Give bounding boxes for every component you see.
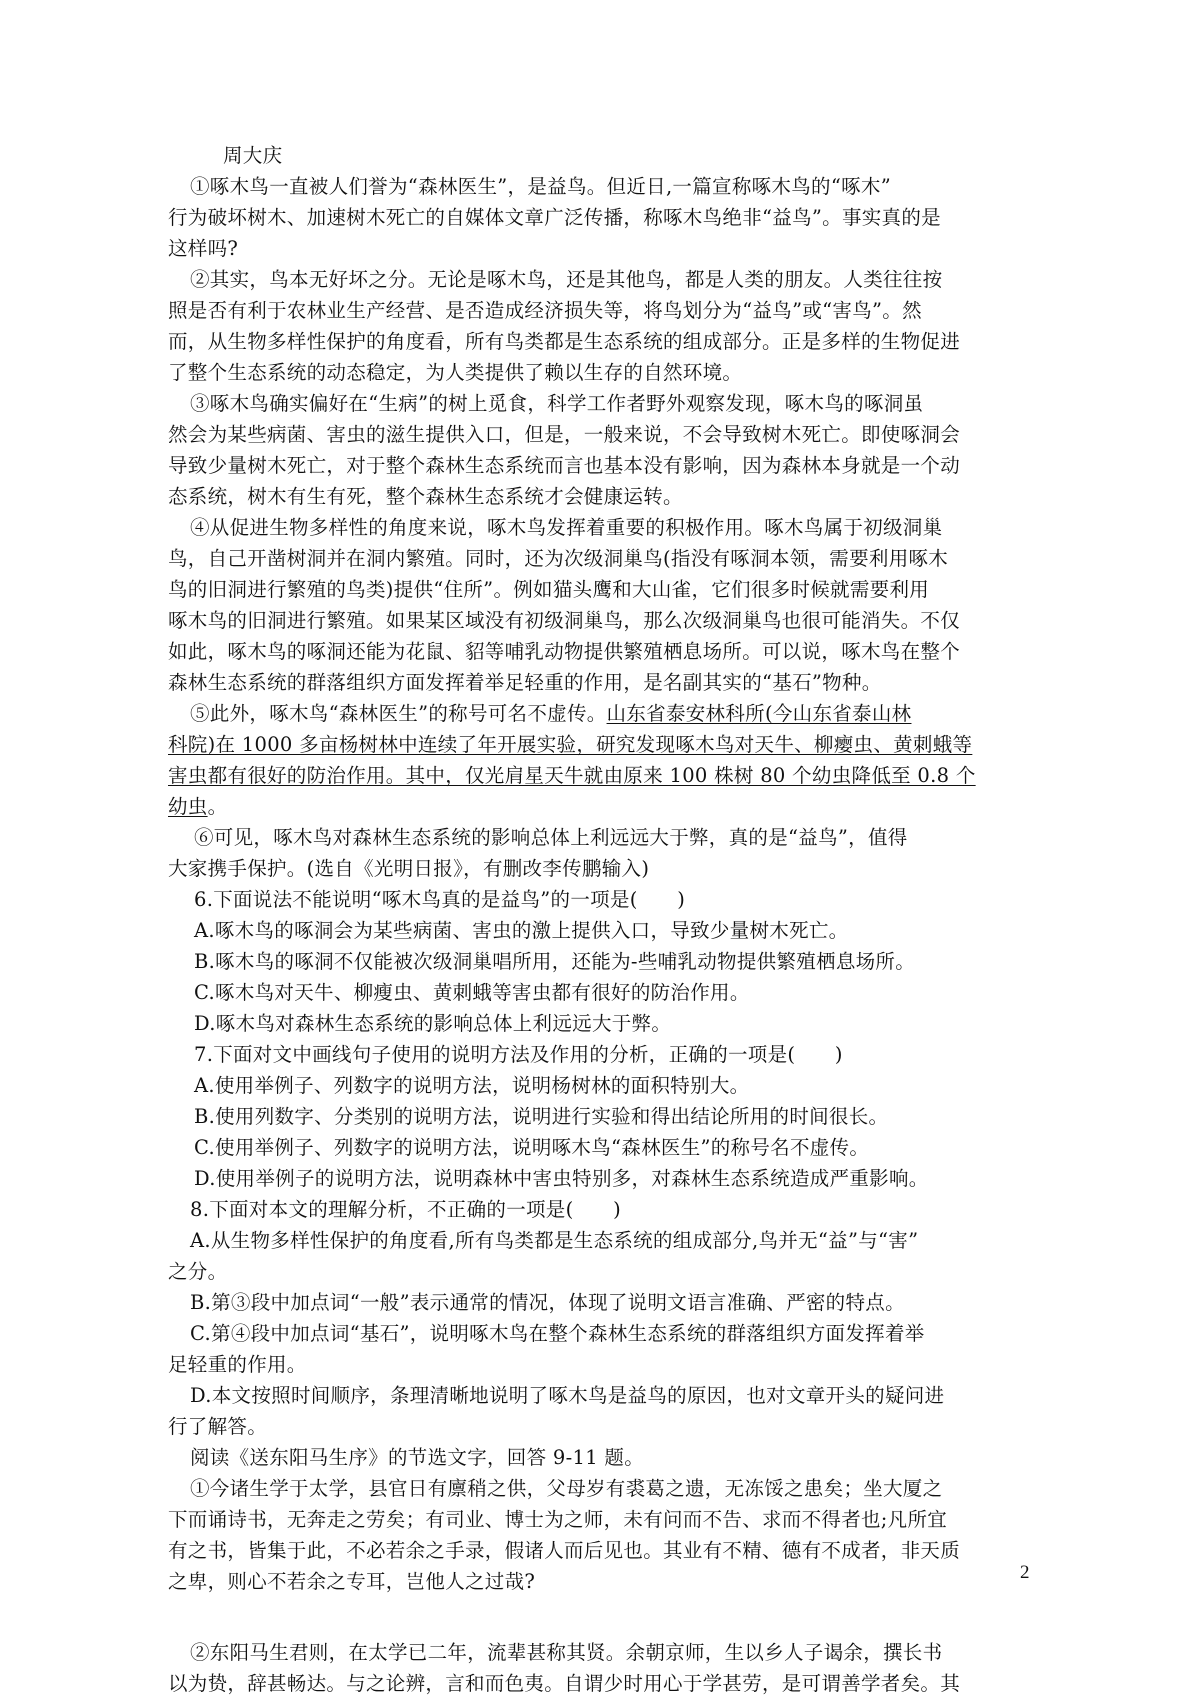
text-line: 森林生态系统的群落组织方面发挥着举足轻重的作用，是名副其实的“基石”物种。 [168,671,882,694]
text-line: ③啄木鸟确实偏好在“生病”的树上觅食，科学工作者野外观察发现，啄木鸟的啄洞虽 [190,392,924,415]
page-number: 2 [1020,1562,1030,1583]
text-line: 照是否有利于农林业生产经营、是否造成经济损失等，将鸟划分为“益鸟”或“害鸟”。然 [168,299,922,322]
text-line: ①啄木鸟一直被人们誉为“森林医生”，是益鸟。但近日,一篇宣称啄木鸟的“啄木” [190,175,891,198]
question-option: A.从生物多样性保护的角度看,所有鸟类都是生态系统的组成部分,鸟并无“益”与“害” [190,1229,919,1252]
classical-paragraph-1 [168,1473,1030,1597]
text-line: ②其实，鸟本无好坏之分。无论是啄木鸟，还是其他鸟，都是人类的朋友。人类往往按 [190,268,943,291]
underlined-sentence: 幼虫 [168,795,208,818]
underlined-sentence: 科院)在 1000 多亩杨树林中连续了年开展实验，研究发现啄木鸟对天牛、柳瘿虫、黄刺蛾等 [168,733,973,756]
text-line: ①今诸生学于太学，县官日有廪稍之供，父母岁有裘葛之遗，无冻馁之患矣；坐大厦之 [190,1477,943,1500]
text-line: 这样吗? [168,237,239,260]
text-line: 鸟，自己开凿树洞并在洞内繁殖。同时，还为次级洞巢鸟(指没有啄洞本领，需要利用啄木 [168,547,949,570]
question-stem: 7.下面对文中画线句子使用的说明方法及作用的分析，正确的一项是( ) [194,1043,843,1066]
text-line [168,698,1030,729]
question-option: A.啄木鸟的啄洞会为某些病菌、害虫的激上提供入口，导致少量树木死亡。 [194,919,849,942]
question-option: C.啄木鸟对天牛、柳瘦虫、黄刺蛾等害虫都有很好的防治作用。 [194,981,750,1004]
article-paragraph-5 [168,698,1030,822]
text-line: 然会为某些病菌、害虫的滋生提供入口，但是，一般来说，不会导致树木死亡。即使啄洞会 [168,423,961,446]
question-option: D.啄木鸟对森林生态系统的影响总体上利远远大于弊。 [194,1012,672,1035]
question-option: B.啄木鸟的啄洞不仅能被次级洞巢唱所用，还能为-些哺乳动物提供繁殖栖息场所。 [194,950,916,973]
text-line: ④从促进生物多样性的角度来说，啄木鸟发挥着重要的积极作用。啄木鸟属于初级洞巢 [190,516,943,539]
article-paragraph-4 [168,512,1030,698]
question-option: C.使用举例子、列数字的说明方法，说明啄木鸟“森林医生”的称号名不虚传。 [194,1136,870,1159]
question-option: C.第④段中加点词“基石”，说明啄木鸟在整个森林生态系统的群落组织方面发挥着举 [190,1322,925,1345]
paragraph-text: ⑤此外，啄木鸟“森林医生”的称号可名不虚传。 [190,702,607,725]
question-option: D.使用举例子的说明方法，说明森林中害虫特别多，对森林生态系统造成严重影响。 [194,1167,929,1190]
text-line [168,729,1030,760]
question-7 [168,1039,1030,1194]
question-option: A.使用举例子、列数字的说明方法，说明杨树林的面积特别大。 [194,1074,750,1097]
question-stem: 6.下面说法不能说明“啄木鸟真的是益鸟”的一项是( ) [194,888,686,911]
text-line: 行为破坏树木、加速树木死亡的自媒体文章广泛传播，称啄木鸟绝非“益鸟”。事实真的是 [168,206,941,229]
question-option: B.使用列数字、分类别的说明方法，说明进行实验和得出结论所用的时间很长。 [194,1105,889,1128]
text-line: 而，从生物多样性保护的角度看，所有鸟类都是生态系统的组成部分。正是多样的生物促进 [168,330,961,353]
question-option: B.第③段中加点词“一般”表示通常的情况，体现了说明文语言准确、严密的特点。 [190,1291,905,1314]
text-line: 有之书，皆集于此，不必若余之手录，假诸人而后见也。其业有不精、德有不成者，非天质 [168,1539,961,1562]
question-option: 行了解答。 [168,1415,268,1438]
article-paragraph-2 [168,264,1030,388]
text-line: 啄木鸟的旧洞进行繁殖。如果某区域没有初级洞巢鸟，那么次级洞巢鸟也很可能消失。不仅 [168,609,961,632]
text-line [168,760,1030,791]
underlined-sentence: 山东省泰安林科所(今山东省泰山林 [606,702,912,725]
text-line: 之卑，则心不若余之专耳，岂他人之过哉? [168,1570,536,1593]
article-paragraph-6 [168,822,1030,884]
classical-paragraph-2 [168,1637,1030,1699]
text-line: ⑥可见，啄木鸟对森林生态系统的影响总体上利远远大于弊，真的是“益鸟”，值得 [194,826,908,849]
author-name: 周大庆 [223,144,283,167]
text-line [168,791,1030,822]
question-option: 足轻重的作用。 [168,1353,307,1376]
spacer [168,1597,1030,1637]
text-line: 下而诵诗书，无奔走之劳矣；有司业、博士为之师，未有问而不告、求而不得者也;凡所宜 [168,1508,948,1531]
paragraph-text: 。 [207,795,228,818]
text-line: 如此，啄木鸟的啄洞还能为花鼠、貂等哺乳动物提供繁殖栖息场所。可以说，啄木鸟在整个 [168,640,961,663]
text-line: 以为贽，辞甚畅达。与之论辨，言和而色夷。自谓少时用心于学甚劳，是可谓善学者矣。其 [168,1672,961,1695]
text-line: 态系统，树木有生有死，整个森林生态系统才会健康运转。 [168,485,683,508]
text-line: 大家携手保护。(选自《光明日报》，有删改李传鹏输入) [168,857,650,880]
question-option: 之分。 [168,1260,228,1283]
document-page [168,140,1030,1699]
text-line: ②东阳马生君则，在太学已二年，流辈甚称其贤。余朝京师，生以乡人子谒余，撰长书 [190,1641,943,1664]
question-option: D.本文按照时间顺序，条理清晰地说明了啄木鸟是益鸟的原因，也对文章开头的疑问进 [190,1384,945,1407]
article-paragraph-1 [168,171,1030,264]
article-paragraph-3 [168,388,1030,512]
text-line: 了整个生态系统的动态稳定，为人类提供了赖以生存的自然环境。 [168,361,743,384]
underlined-sentence: 害虫都有很好的防治作用。其中，仅光肩星天牛就由原来 100 株树 80 个幼虫降低至 0.8 个 [168,764,976,787]
question-stem: 8.下面对本文的理解分析，不正确的一项是( ) [190,1198,622,1221]
text-line: 鸟的旧洞进行繁殖的鸟类)提供“住所”。例如猫头鹰和大山雀，它们很多时候就需要利用 [168,578,930,601]
question-6 [168,884,1030,1039]
reading-2-intro: 阅读《送东阳马生序》的节选文字，回答 9-11 题。 [190,1446,645,1469]
text-line: 导致少量树木死亡，对于整个森林生态系统而言也基本没有影响，因为森林本身就是一个动 [168,454,961,477]
question-8 [168,1194,1030,1442]
